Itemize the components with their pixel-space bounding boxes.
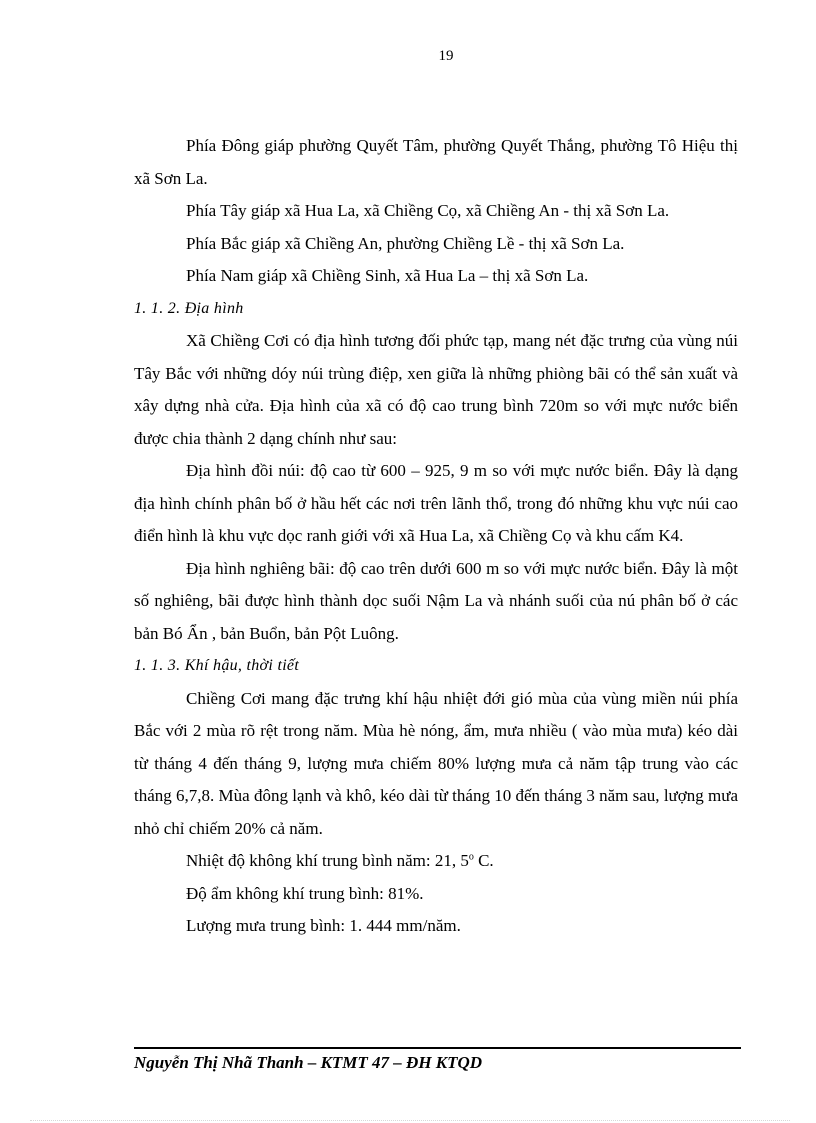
section-heading-terrain: 1. 1. 2. Địa hình (134, 299, 244, 317)
paragraph: Độ ẩm không khí trung bình: 81%. (186, 883, 424, 903)
footer-divider (134, 1047, 741, 1049)
paragraph: Địa hình đồi núi: độ cao từ 600 – 925, 9 m so với mực nước biển. Đây là dạng địa hình chính phân bố ở hầu hết các nơi trên lãnh thổ, trong đó những khu vực núi cao điển hình là khu vực dọc ranh giới với xã Hua La, xã Chiềng Cọ và khu cấm K4. (134, 461, 738, 545)
page-bottom-border (30, 1120, 790, 1121)
footer-author: Nguyễn Thị Nhã Thanh – KTMT 47 – ĐH KTQD (134, 1053, 483, 1072)
paragraph: Địa hình nghiêng bãi: độ cao trên dưới 600 m so với mực nước biển. Đây là một số nghiêng, bãi được hình thành dọc suối Nậm La và nhánh suối của nú phân bố ở các bản Bó Ẩn , bản Buổn, bản Pột Luông. (134, 558, 738, 643)
paragraph: Chiềng Cơi mang đặc trưng khí hậu nhiệt đới gió mùa của vùng miền núi phía Bắc với 2 mùa rõ rệt trong năm. Mùa hè nóng, ẩm, mưa nhiều ( vào mùa mưa) kéo dài từ tháng 4 đến tháng 9, lượng mưa chiếm 80% lượng mưa cả năm tập trung vào các tháng 6,7,8. Mùa đông lạnh và khô, kéo dài từ tháng 10 đến tháng 3 năm sau, lượng mưa nhỏ chỉ chiếm 20% cả năm. (134, 688, 738, 838)
temperature-text: Nhiệt độ không khí trung bình năm: 21, 5 (186, 851, 469, 870)
paragraph: Phía Đông giáp phường Quyết Tâm, phường Quyết Thắng, phường Tô Hiệu thị xã Sơn La. (134, 136, 738, 188)
paragraph: Phía Nam giáp xã Chiềng Sinh, xã Hua La – thị xã Sơn La. (186, 266, 589, 285)
paragraph: Phía Tây giáp xã Hua La, xã Chiềng Cọ, xã Chiềng An - thị xã Sơn La. (186, 201, 670, 220)
paragraph: Xã Chiềng Cơi có địa hình tương đối phức tạp, mang nét đặc trưng của vùng núi Tây Bắc với những dóy núi trùng điệp, xen giữa là những phiòng bãi có thể sản xuất và xây dựng nhà cửa. Địa hình của xã có độ cao trung bình 720m so với mực nước biển được chia thành 2 dạng chính như sau: (134, 331, 738, 448)
page-number: 19 (438, 48, 454, 64)
temperature-paragraph (134, 845, 738, 878)
temperature-unit: C. (473, 851, 494, 870)
paragraph: Lượng mưa trung bình: 1. 444 mm/năm. (186, 916, 461, 935)
degree-superscript: o (468, 851, 474, 863)
section-heading-climate: 1. 1. 3. Khí hậu, thời tiết (134, 657, 300, 674)
document-body (134, 130, 738, 943)
paragraph: Phía Bắc giáp xã Chiềng An, phường Chiềng Lề - thị xã Sơn La. (186, 233, 625, 253)
